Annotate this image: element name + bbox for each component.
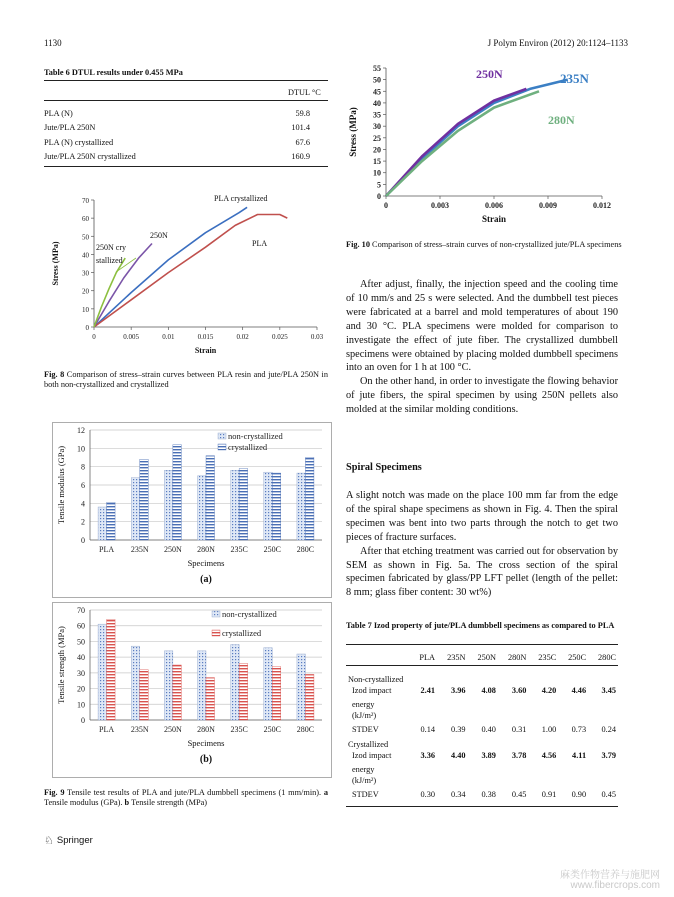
paragraph: After that etching treatment was carried out for observation by SEM as shown in Fig. 5a. The cross section of the spiral specimen fabricated by glass/PP LFT pellet (length of the pellet: 8 mm; glass fiber content: 30 wt%) <box>346 545 618 599</box>
table7-cell: Izod impact <box>352 751 392 760</box>
table7-cell: energy <box>352 764 375 774</box>
table7-cell <box>468 709 498 721</box>
bar-non-crystallized <box>131 478 140 540</box>
table7-cell: 235C <box>538 652 557 662</box>
bar-crystallized <box>107 502 116 540</box>
y-tick-label: 20 <box>373 145 381 155</box>
y-tick-label: 12 <box>77 426 85 435</box>
y-tick-label: 35 <box>373 110 381 120</box>
table7-cell: 3.79 <box>601 751 616 760</box>
bar-non-crystallized <box>198 651 207 720</box>
x-tick-label: 235C <box>230 545 248 554</box>
y-tick-label: 10 <box>373 168 381 178</box>
bar-crystallized <box>305 458 314 541</box>
legend-swatch <box>212 630 220 636</box>
table7-cell: 4.08 <box>481 686 496 695</box>
series-line-235n <box>386 80 568 196</box>
bar-crystallized <box>206 678 215 720</box>
table7-row <box>346 764 618 774</box>
series-line-250n <box>386 89 526 196</box>
table6-cell: 59.8 <box>295 108 310 118</box>
fig10-caption: Fig. 10 Comparison of stress–strain curves of non-crystallized jute/PLA specimens <box>346 240 622 249</box>
publisher-logo <box>44 834 93 847</box>
table6-row <box>44 121 328 136</box>
table7-cell <box>346 649 410 666</box>
table7-cell: 2.41 <box>420 686 436 695</box>
table7-cell: Crystallized <box>348 739 389 749</box>
table7-cell: 0.38 <box>481 789 496 799</box>
y-tick-label: 10 <box>77 700 85 710</box>
y-tick-label: 20 <box>77 684 85 694</box>
bar-crystallized <box>140 670 149 720</box>
bar-non-crystallized <box>98 624 107 720</box>
panel-label: (a) <box>200 574 212 585</box>
table7-cell <box>437 709 467 721</box>
body-text <box>346 278 618 417</box>
table7-cell: 0.34 <box>450 789 466 799</box>
y-tick-label: 25 <box>373 133 381 143</box>
fig10-chart <box>346 60 630 232</box>
x-axis-label: Specimens <box>187 738 225 748</box>
table7-row <box>346 786 618 802</box>
table7-cell <box>498 699 528 709</box>
y-tick-label: 50 <box>373 75 381 85</box>
bar-non-crystallized <box>164 651 173 720</box>
x-axis-label: Strain <box>194 346 217 355</box>
label-280n: 280N <box>548 113 575 127</box>
table7-cell: 250C <box>568 652 587 662</box>
y-tick-label: 50 <box>82 233 89 242</box>
table7-cell: 4.46 <box>571 686 587 695</box>
series-line-280n <box>386 91 539 196</box>
x-tick-label: 0.005 <box>123 333 140 341</box>
table7-cell <box>410 764 437 774</box>
y-axis-label: Tensile modulus (GPa) <box>56 445 66 525</box>
x-tick-label: 0.01 <box>162 333 175 341</box>
table7-cell <box>528 699 558 709</box>
table7-row <box>346 699 618 709</box>
table6-row <box>44 150 328 165</box>
series-line-pla-crystallized <box>94 207 247 327</box>
table7-cell: 4.20 <box>541 686 557 695</box>
table7-cell <box>558 764 588 774</box>
table7-cell: 3.78 <box>511 751 527 760</box>
bar-non-crystallized <box>297 654 306 720</box>
paragraph: On the other hand, in order to investigate the flowing behavior of jute fibers, the spiral specimen by using 250N pellets also molded at the similar molding conditions. <box>346 376 618 416</box>
y-axis-label: Stress (MPa) <box>51 241 60 286</box>
x-tick-label: 0.003 <box>431 201 449 210</box>
page-number: 1130 <box>44 38 62 48</box>
bar-crystallized <box>140 459 149 540</box>
table7-cell: Non-crystallized <box>348 674 404 684</box>
x-tick-label: 280N <box>197 725 215 734</box>
y-tick-label: 5 <box>377 180 381 190</box>
y-tick-label: 20 <box>82 287 89 296</box>
y-tick-label: 30 <box>373 122 381 132</box>
y-tick-label: 60 <box>77 621 85 631</box>
table7-row <box>346 649 618 666</box>
x-tick-label: 235N <box>130 725 149 734</box>
bar-non-crystallized <box>131 646 140 720</box>
label-250n: 250N <box>150 231 168 240</box>
table7-cell: 4.56 <box>541 751 557 760</box>
table7-cell: 3.45 <box>601 686 616 695</box>
x-tick-label: 250C <box>263 545 281 554</box>
bar-crystallized <box>107 619 116 720</box>
table7-row <box>346 774 618 786</box>
table7-cell: 4.40 <box>450 751 466 760</box>
bar-crystallized <box>173 665 182 720</box>
y-tick-label: 70 <box>77 606 85 615</box>
legend-swatch <box>218 433 226 439</box>
y-axis-label: Stress (MPa) <box>348 107 358 157</box>
y-tick-label: 2 <box>81 517 85 527</box>
table7-row <box>346 737 618 751</box>
x-tick-label: 250N <box>163 725 182 734</box>
bar-crystallized <box>239 663 248 720</box>
table7-cell <box>558 699 588 709</box>
table6-row <box>44 135 328 150</box>
table7-cell: (kJ/m²) <box>352 775 377 785</box>
fig8-caption: Fig. 8 Comparison of stress–strain curves between PLA resin and jute/PLA 250N in both non-crystallized and crystallized <box>44 370 329 390</box>
table7-cell: 0.14 <box>420 724 436 734</box>
legend-label: non-crystallized <box>228 431 283 441</box>
table7-cell: 250N <box>477 652 496 662</box>
publisher-name: Springer <box>56 835 93 846</box>
table7-cell <box>588 709 618 721</box>
table7-cell: 3.36 <box>420 751 436 760</box>
table7-cell <box>588 774 618 786</box>
x-axis-label: Specimens <box>187 558 225 568</box>
y-tick-label: 10 <box>77 444 85 454</box>
x-tick-label: 250N <box>163 545 182 554</box>
bar-crystallized <box>272 667 281 720</box>
bar-non-crystallized <box>264 472 273 540</box>
section-heading: Spiral Specimens <box>346 462 422 473</box>
x-tick-label: 280N <box>197 545 215 554</box>
table7-cell <box>410 709 437 721</box>
panel-label: (b) <box>199 754 213 765</box>
label-pla: PLA <box>252 239 268 248</box>
table6-col-header: DTUL °C <box>288 88 321 97</box>
table6-cell: PLA (N) crystallized <box>44 137 114 147</box>
x-tick-label: 0.012 <box>593 201 611 210</box>
table7-cell <box>468 699 498 709</box>
bar-non-crystallized <box>198 476 207 540</box>
table7-cell <box>437 699 467 709</box>
table7-cell <box>468 774 498 786</box>
table6-title: Table 6 DTUL results under 0.455 MPa <box>44 68 183 77</box>
legend-swatch <box>212 611 220 617</box>
bar-non-crystallized <box>98 507 107 540</box>
y-tick-label: 0 <box>85 324 89 332</box>
x-tick-label: 0.009 <box>539 201 557 210</box>
y-tick-label: 60 <box>82 215 89 224</box>
bar-non-crystallized <box>264 648 273 720</box>
table7-cell <box>528 709 558 721</box>
legend-swatch <box>218 444 226 450</box>
bar-crystallized <box>305 674 314 720</box>
table7-row <box>346 721 618 737</box>
fig9a-chart <box>52 422 332 598</box>
x-tick-label: 0.02 <box>236 333 249 341</box>
y-tick-label: 8 <box>81 462 85 472</box>
table7-cell <box>528 774 558 786</box>
x-tick-label: 235C <box>230 725 248 734</box>
table7-cell <box>437 764 467 774</box>
bar-non-crystallized <box>231 470 240 540</box>
table6-cell: Jute/PLA 250N <box>44 123 96 133</box>
table7-cell: 0.24 <box>601 724 616 734</box>
x-tick-label: 0.006 <box>485 201 503 210</box>
table6-cell: PLA (N) <box>44 108 73 118</box>
x-tick-label: 250C <box>263 725 281 734</box>
table7-cell: 280C <box>598 652 616 662</box>
table7-cell: 3.60 <box>511 686 527 695</box>
table7-cell: 1.00 <box>541 724 557 734</box>
bar-crystallized <box>206 456 215 540</box>
body-text-2 <box>346 489 618 600</box>
table7-cell: 3.89 <box>481 751 496 760</box>
y-tick-label: 45 <box>373 87 381 97</box>
fig8-chart <box>44 190 334 360</box>
y-tick-label: 40 <box>82 251 89 260</box>
table7-cell: 0.39 <box>450 724 466 734</box>
x-tick-label: 0.03 <box>310 333 324 341</box>
label-250n-cry: 250N cry <box>96 243 126 252</box>
table7-cell <box>468 764 498 774</box>
table7-cell: 280N <box>507 652 527 662</box>
table6-cell: 101.4 <box>291 123 310 133</box>
paragraph: After adjust, finally, the injection speed and the cooling time of 10 mm/s and 25 s were selected. And the dumbbell test pieces were fabricated at a barrel and mold temperatures of about 190 and 30 °C. PLA specimens were molded for comparison to investigate the effect of jute fiber. The crystallized dumbbell specimens were obtained by placing molded dumbbell specimens into an oven for 1 h at 100 °C. <box>346 279 618 374</box>
table7-cell: PLA <box>419 652 436 662</box>
watermark-url: www.fibercrops.com <box>570 880 660 891</box>
x-tick-label: PLA <box>99 725 115 734</box>
table7-cell: energy <box>352 699 375 709</box>
table7-cell <box>498 774 528 786</box>
legend-label: non-crystallized <box>222 609 277 619</box>
x-tick-label: 280C <box>296 545 315 554</box>
table7-cell <box>588 764 618 774</box>
paragraph: A slight notch was made on the place 100 mm far from the edge of the spiral shape specimens as shown in Fig. 4. Then the spiral specimen was bent into two parts through the notch to get two pieces of fracture surfaces. <box>346 490 618 543</box>
table7-cell: 235N <box>447 652 466 662</box>
bar-non-crystallized <box>164 470 173 540</box>
table7-row <box>346 686 618 699</box>
table7-cell <box>410 699 437 709</box>
y-tick-label: 55 <box>373 64 381 73</box>
table7-row <box>346 709 618 721</box>
y-tick-label: 0 <box>81 716 85 725</box>
table7-row <box>346 751 618 764</box>
table7-cell: 0.45 <box>601 789 616 799</box>
table6-cell: 67.6 <box>295 137 310 147</box>
x-tick-label: 0 <box>384 201 388 210</box>
x-axis-label: Strain <box>481 214 507 224</box>
table7-cell <box>528 764 558 774</box>
x-tick-label: PLA <box>99 545 115 554</box>
label-stallized: stallized <box>96 256 123 265</box>
y-tick-label: 4 <box>81 499 85 509</box>
x-tick-label: 235N <box>130 545 149 554</box>
table7-cell: 0.90 <box>571 789 587 799</box>
y-tick-label: 50 <box>77 637 85 647</box>
table7-cell: 3.96 <box>450 686 466 695</box>
table7-cell: (kJ/m²) <box>352 710 377 720</box>
y-tick-label: 40 <box>77 653 85 663</box>
table7-cell: STDEV <box>352 789 379 799</box>
table7-cell <box>558 774 588 786</box>
table7-cell: 0.40 <box>481 724 496 734</box>
table7-cell <box>558 709 588 721</box>
springer-horse-icon: ♘ <box>44 835 54 847</box>
y-tick-label: 40 <box>373 98 381 108</box>
table7-cell <box>437 774 467 786</box>
series-line-pla <box>94 215 287 328</box>
journal-citation: J Polym Environ (2012) 20:1124–1133 <box>487 38 628 48</box>
table7-cell <box>410 774 437 786</box>
table7 <box>346 649 618 802</box>
table7-cell: Izod impact <box>352 686 392 695</box>
table6 <box>44 106 328 164</box>
label-pla-crystallized: PLA crystallized <box>214 194 268 203</box>
y-tick-label: 30 <box>82 269 89 278</box>
x-tick-label: 0.025 <box>271 333 288 341</box>
y-tick-label: 15 <box>373 157 381 167</box>
table7-title: Table 7 Izod property of jute/PLA dumbbell specimens as compared to PLA <box>346 621 615 630</box>
table6-cell: 160.9 <box>291 152 310 162</box>
fig9-caption: Fig. 9 Tensile test results of PLA and jute/PLA dumbbell specimens (1 mm/min). a Tensile modulus (GPa). b Tensile strength (MPa) <box>44 788 328 808</box>
table7-cell: 4.11 <box>572 751 587 760</box>
legend-label: crystallized <box>228 442 268 452</box>
bar-crystallized <box>173 445 182 540</box>
table6-cell: Jute/PLA 250N crystallized <box>44 152 136 162</box>
y-tick-label: 30 <box>77 668 85 678</box>
label-235n: 235N <box>560 71 589 86</box>
x-tick-label: 0.015 <box>197 333 214 341</box>
table7-cell: 0.31 <box>511 724 527 734</box>
chart-frame <box>53 423 332 598</box>
bar-crystallized <box>272 473 281 540</box>
y-tick-label: 0 <box>81 536 85 545</box>
bar-non-crystallized <box>297 473 306 540</box>
x-tick-label: 0 <box>92 333 96 341</box>
y-axis-label: Tensile strength (MPa) <box>56 626 66 704</box>
table7-cell <box>498 709 528 721</box>
table7-cell: 0.30 <box>420 789 436 799</box>
watermark-text: 麻类作物营养与施肥网 <box>560 870 660 881</box>
table7-cell: 0.91 <box>541 789 557 799</box>
y-tick-label: 0 <box>377 192 381 201</box>
table7-cell <box>498 764 528 774</box>
table7-cell: 0.73 <box>571 724 587 734</box>
fig9b-chart <box>52 602 332 778</box>
x-tick-label: 280C <box>296 725 315 734</box>
label-250n: 250N <box>476 67 503 81</box>
y-tick-label: 70 <box>82 197 89 205</box>
table7-cell: STDEV <box>352 724 379 734</box>
legend-label: crystallized <box>222 628 262 638</box>
table7-cell <box>588 699 618 709</box>
table7-cell: 0.45 <box>511 789 527 799</box>
bar-crystallized <box>239 469 248 541</box>
bar-non-crystallized <box>231 645 240 720</box>
y-tick-label: 6 <box>81 481 85 490</box>
table7-row <box>346 672 618 686</box>
chart-frame <box>53 603 332 778</box>
y-tick-label: 10 <box>82 305 89 314</box>
table6-row <box>44 106 328 121</box>
